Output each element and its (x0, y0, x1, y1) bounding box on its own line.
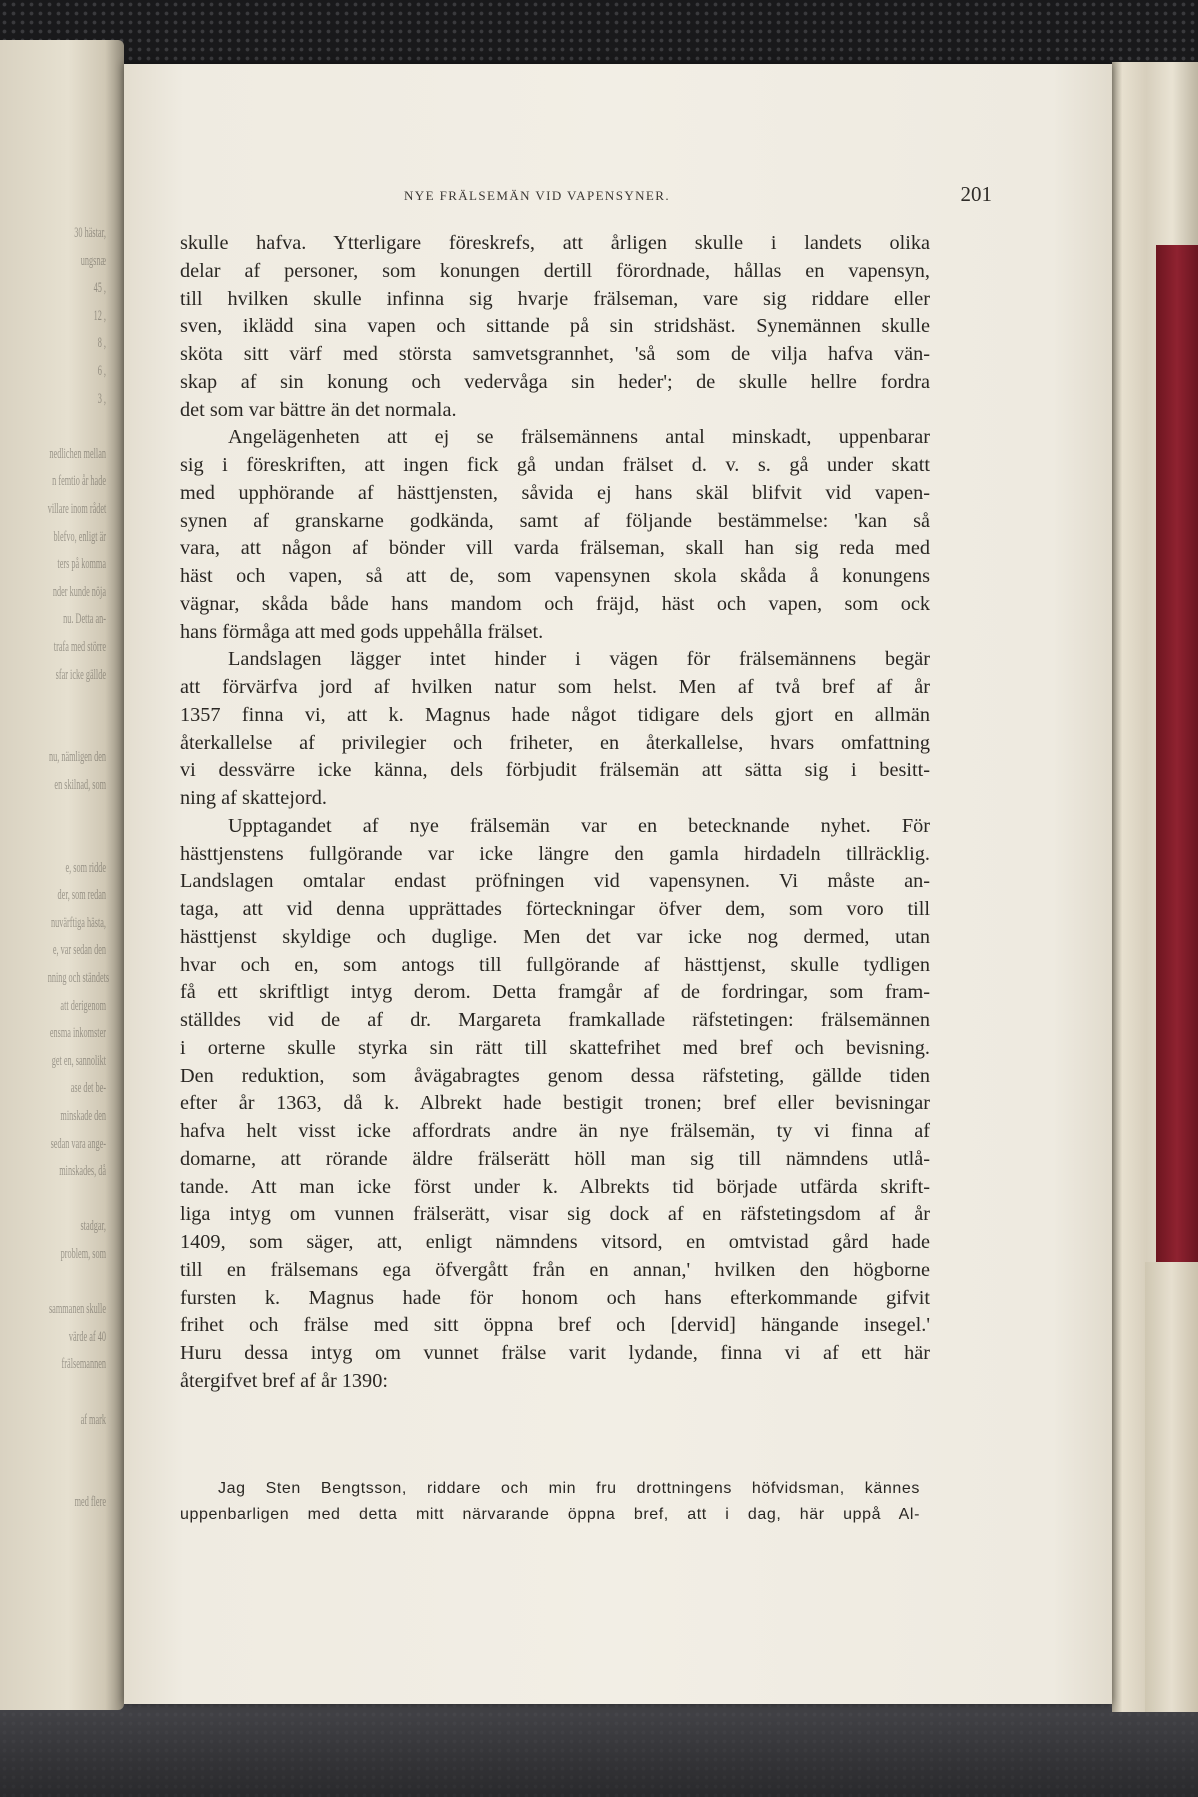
text-line: med upphörande af hästtjensten, såvida ej hans skäl blifvit vid vapen- (180, 481, 930, 504)
bookmark-ribbon (1156, 245, 1198, 1265)
left-page-fragment: minskade den (60, 1108, 106, 1124)
text-line: det som var bättre än det normala. (180, 398, 457, 421)
left-page-fragment: get en, sannolikt (51, 1052, 106, 1069)
left-page-fragment (48, 1186, 106, 1214)
left-page-fragment: 8 , (97, 335, 106, 352)
text-line: Huru dessa intyg om vunnet frälse varit lydande, finna vi af ett här (180, 1342, 930, 1364)
left-page-fragment: sedan vara ange- (50, 1135, 106, 1152)
text-line: taga, att vid denna upprättades förteckningar öfver dem, som voro till (180, 898, 930, 920)
text-line: hafva helt visst icke affordrats andre än nye frälsemän, ty vi finna af (180, 1120, 930, 1142)
left-page-fragment: frälsemannen (61, 1356, 106, 1373)
left-page-fragment: n femtio år hade (52, 473, 106, 490)
left-page-fragment: e, som ridde (65, 859, 106, 876)
text-line: häst och vapen, så att de, som vapensynen skola skåda å konungens (180, 565, 930, 587)
text-line: till en frälsemans ega öfvergått från en annan,' hvilken den högborne (180, 1258, 930, 1281)
text-line: Angelägenheten att ej se frälsemännens antal minskadt, uppenbarar (228, 426, 930, 449)
left-page-fragment: sfar icke gällde (55, 666, 106, 683)
paragraph (180, 646, 930, 813)
paragraph (180, 813, 930, 1396)
left-page-fragment: blefvo, enligt är (53, 528, 106, 545)
text-line: vara, att någon af bönder vill varda frälseman, skall han sig reda med (180, 537, 930, 560)
left-page-fragment (48, 413, 106, 441)
left-facing-page (0, 40, 124, 1710)
left-page-fragment: der, som redan (57, 887, 106, 904)
left-page-fragment: nuvärftiga hästa, (51, 914, 106, 931)
body-text (180, 230, 930, 1396)
text-line: frihet och frälse med sitt öppna bref och [dervid] hängande insegel.' (180, 1314, 930, 1337)
left-page-fragment: sammanen skulle (48, 1301, 106, 1318)
quote-line: Jag Sten Bengtsson, riddare och min fru drottningens höfvidsman, kännes (218, 1480, 920, 1497)
left-page-fragment: nu. Detta an- (63, 611, 106, 628)
left-page-fragment: problem, som (60, 1245, 106, 1262)
text-line: återgifvet bref af år 1390: (180, 1369, 388, 1392)
running-head: NYE FRÄLSEMÄN VID VAPENSYNER. (404, 188, 670, 203)
left-page-fragment: 3 , (97, 390, 106, 407)
text-line: hästtjenstens fullgörande var icke längre den gamla hirdadeln tillräcklig. (180, 842, 930, 865)
left-page-fragment (48, 799, 106, 827)
text-line: hvar och en, som antogs till fullgörande af hästtjenst, skulle tydligen (180, 953, 930, 976)
text-line: vägnar, skåda både hans mandom och fräjd, häst och vapen, som ock (180, 592, 930, 615)
text-line: 1409, som säger, att, enligt nämndens vitsord, en omtvistad gård hade (180, 1231, 930, 1253)
text-line: efter år 1363, då k. Albrekt hade bestigit tronen; bref eller bevisningar (180, 1092, 930, 1115)
text-line: synen af granskarne godkända, samt af följande bestämmelse: 'kan så (180, 509, 930, 532)
left-page-fragment (48, 717, 106, 745)
left-page-fragment: stadgar, (80, 1218, 106, 1235)
text-line: delar af personer, som konungen dertill förordnade, hållas en vapensyn, (180, 259, 930, 282)
left-page-fragment: minskades, då (59, 1163, 106, 1180)
left-page-fragment: nning och ständets (47, 970, 110, 987)
left-page-fragment: nder kunde nöja (52, 583, 106, 600)
text-line: hästtjenst skyldige och duglige. Men det var icke nog dermed, utan (180, 925, 930, 948)
left-page-fragment: nu, nämligen den (48, 749, 106, 766)
book-page (124, 64, 1112, 1704)
text-line: få ett skriftligt intyg derom. Detta framgår af de fordringar, som fram- (180, 981, 930, 1004)
text-line: hans förmåga att med gods uppehålla frälset. (180, 620, 544, 643)
text-line: domarne, att rörande äldre frälserätt höll man sig till nämndens utlå- (180, 1147, 930, 1170)
quote-line: uppenbarligen med detta mitt närvarande öppna bref, att i dag, här uppå Al- (180, 1505, 920, 1523)
left-page-fragment: trafa med större (53, 638, 106, 655)
text-line: Landslagen lägger intet hinder i vägen för frälsemännens begär (228, 648, 930, 671)
quoted-letter (180, 1476, 920, 1527)
text-line: tande. Att man icke först under k. Albrekts tid började utfärda skrift- (180, 1175, 930, 1198)
left-page-fragment (48, 1462, 106, 1490)
left-page-fragment: 6 , (97, 362, 106, 379)
text-line: till hvilken skulle infinna sig hvarje frälseman, vare sig riddare eller (180, 287, 930, 310)
left-page-fragment: nedlichen mellan (49, 445, 106, 462)
left-page-fragment (48, 1379, 106, 1407)
left-page-fragment: af mark (80, 1411, 106, 1428)
text-line: skulle hafva. Ytterligare föreskrefs, att årligen skulle i landets olika (180, 232, 930, 254)
text-line: Landslagen omtalar endast pröfningen vid vapensynen. Vi måste an- (180, 870, 930, 893)
paragraph (180, 424, 930, 646)
left-page-fragment (48, 1434, 106, 1462)
text-line: sköta sitt värf med största samvetsgrannhet, 'så som de vilja hafva vän- (180, 343, 930, 365)
left-page-fragment: ensma inkomster (49, 1025, 106, 1042)
left-page-fragment: ters på komma (57, 556, 106, 573)
text-line: Den reduktion, som åvägabragtes genom dessa räfsteting, gällde tiden (180, 1064, 930, 1087)
text-line: 1357 finna vi, att k. Magnus hade något tidigare dels gjort en allmän (180, 703, 930, 726)
left-page-fragment: 45 , (93, 280, 106, 297)
left-page-fragment: en skilnad, som (54, 776, 106, 793)
left-page-fragment: med flere (74, 1494, 106, 1511)
left-page-fragment (48, 1269, 106, 1297)
text-line: liga intyg om vunnen frälserätt, visar sig dock af en räfstetingsdom af år (180, 1203, 930, 1226)
left-page-fragment: 30 hästar, (74, 225, 106, 241)
text-line: skap af sin konung och vedervåga sin heder'; de skulle hellre fordra (180, 370, 930, 393)
left-page-fragment: att derigenom (60, 997, 106, 1014)
text-line: ning af skattejord. (180, 787, 327, 809)
text-line: ställdes vid de af dr. Margareta framkallade räfstetingen: frälsemännen (180, 1009, 930, 1031)
left-page-fragment (48, 827, 106, 855)
left-page-fragment: villare inom rådet (47, 500, 107, 517)
paragraph (180, 230, 930, 424)
text-line: i orterne skulle styrka sin rätt till skattefrihet med bref och bevisning. (180, 1036, 930, 1059)
book-edge-lower (1145, 1262, 1198, 1712)
left-page-text-fragments (0, 220, 112, 1520)
left-page-fragment: ungsnæ (80, 252, 106, 269)
left-page-fragment (48, 689, 106, 717)
text-line: återkallelse af privilegier och friheter, en återkallelse, hvars omfattning (180, 731, 930, 754)
left-page-fragment: e, var sedan den (52, 942, 106, 959)
text-line: sven, iklädd sina vapen och sittande på sin stridshäst. Synemännen skulle (180, 315, 930, 338)
left-page-fragment: ase det be- (70, 1080, 106, 1097)
left-page-fragment: värde af 40 (68, 1328, 106, 1345)
text-line: Upptagandet af nye frälsemän var en betecknande nyhet. För (228, 814, 930, 837)
text-line: sig i föreskriften, att ingen fick gå undan frälset d. v. s. gå under skatt (180, 454, 930, 476)
text-line: vi dessvärre icke känna, dels förbjudit frälsemän att sätta sig i besitt- (180, 759, 930, 782)
page-number: 201 (960, 182, 992, 206)
left-page-fragment: 12 , (93, 307, 106, 324)
text-line: fursten k. Magnus hade för honom och hans efterkommande gifvit (180, 1286, 930, 1309)
text-line: att förvärfva jord af hvilken natur som helst. Men af två bref af år (180, 676, 930, 698)
